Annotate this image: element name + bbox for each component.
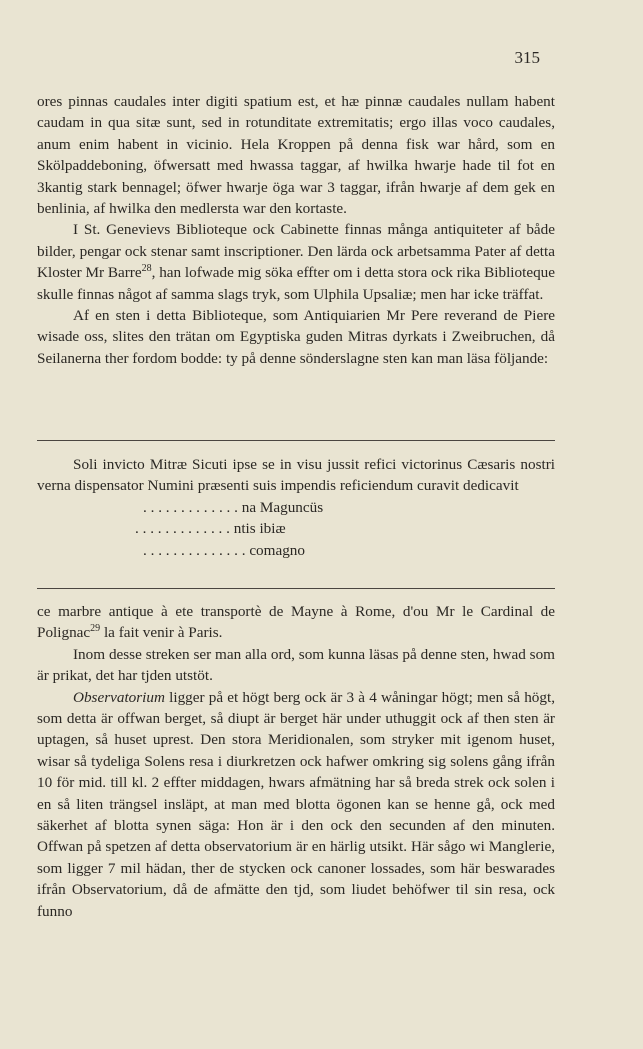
paragraph-fish-description: ores pinnas caudales inter digiti spatium est, et hæ pinnæ caudales nullam habent caudam in qua sitæ sunt, sed in rotunditate extremitatis; ergo illas voco caudales, anum enim habent in vicinio. Hela Kroppen på denna fisk war hård, som en Skölpaddeboning, öfwersatt med hwassa taggar, af hwilka hwarje hade til fot en 3kantig stark bennagel; öfwer hwarje öga war 3 taggar, ifrån hwarje af dem gek en benlinia, af hwilka den medlersta war den kortaste. bbox=[37, 93, 555, 218]
ellipsis-dots: . . . . . . . . . . . . . bbox=[135, 520, 234, 538]
paragraph-text: ligger på et högt berg ock är 3 à 4 wåningar högt; men så högt, som detta är offwan berget, så diupt är berget här under uthuggit ock af then sten är uptagen, så huset uprest. Den stora Meridionalen, som stryker mit igenom huset, wisar så tydeliga Solens resa i diurkretzen ock hafwer omkring sig solens gång ifrån 10 för mid. till kl. 2 effter middagen, hwars afmätning har så breda strek ock solen i en så liten trängsel insläpt, at man med blotta ögonen kan se henne gå, ock med säkerhet af blotta synen säga: Hon är i den ock den secunden af den minuten. Offwan på spetzen af detta observatorium är en härlig utsikt. Här sågo wi Manglerie, som ligger 7 mil hädan, ther de stycken ock canoner lossades, som här beswarades ifrån Observatorium, då de afmätte den tjd, som liudet behöfwer til sin resa, ock funno bbox=[37, 688, 555, 920]
footnote-ref-28: 28 bbox=[141, 263, 152, 275]
inscription-fragment: na Maguncüs bbox=[241, 498, 324, 516]
divider-top bbox=[37, 440, 555, 441]
ellipsis-dots: . . . . . . . . . . . . . bbox=[143, 498, 242, 516]
term-observatorium: Observatorium bbox=[73, 688, 165, 706]
paragraph-stone-words: Inom desse streken ser man alla ord, som kunna läsas på denne sten, hwad som är prikat, det har tjden utstöt. bbox=[37, 645, 555, 685]
inscription-fragment: ntis ibiæ bbox=[233, 520, 286, 538]
ellipsis-dots: . . . . . . . . . . . . . . bbox=[143, 541, 250, 559]
upper-text-block bbox=[37, 91, 555, 369]
paragraph-text: I St. Genevievs Biblioteque ock Cabinette finnas många antiquiteter af både bilder, pengar ock stenar samt inscriptioner. Den lärda ock arbetsamma Pater af detta Kloster Mr Barre bbox=[37, 221, 555, 282]
inscription-block bbox=[37, 454, 555, 561]
inscription-text: Soli invicto Mitræ Sicuti ipse se in visu jussit refici victorinus Cæsaris nostri verna dispensator Numini præsenti suis impendis reficiendum curavit dedicavit bbox=[37, 456, 555, 495]
paragraph-text: , han lofwade mig söka effter om i detta stora ock rika Biblioteque skulle finnas något af samma slags tryk, som Ulphila Upsaliæ; men har icke träffat. bbox=[37, 264, 555, 303]
inscription-line-2 bbox=[37, 518, 555, 539]
inscription-fragment: comagno bbox=[249, 541, 305, 559]
page-number: 315 bbox=[514, 48, 540, 67]
paragraph-observatorium bbox=[37, 687, 555, 922]
paragraph-text: la fait venir à Paris. bbox=[100, 624, 223, 642]
inscription-line-3 bbox=[37, 540, 555, 561]
paragraph-text: ce marbre antique à ete transportè de Mayne à Rome, d'ou Mr le Cardinal de Polignac bbox=[37, 603, 555, 642]
inscription-line-1 bbox=[37, 497, 555, 518]
lower-text-block bbox=[37, 601, 555, 922]
paragraph-mitras-stone: Af en sten i detta Biblioteque, som Antiquiarien Mr Pere reverand de Piere wisade oss, slites den trätan om Egyptiska guden Mitras dyrkats i Zweibruchen, då Seilanerna ther fordom bodde: ty på denne sönderslagne sten kan man läsa följande: bbox=[37, 307, 555, 367]
paragraph-genevieve-library bbox=[37, 219, 555, 305]
paragraph-marble-note bbox=[37, 601, 555, 644]
footnote-ref-29: 29 bbox=[90, 623, 101, 635]
divider-bottom bbox=[37, 588, 555, 589]
